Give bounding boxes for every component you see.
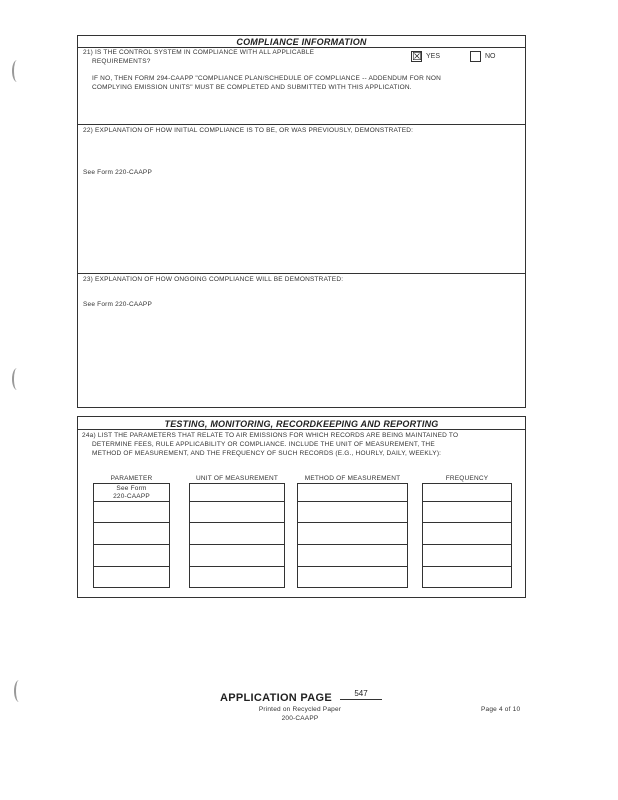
q21-line1: 21) IS THE CONTROL SYSTEM IN COMPLIANCE WITH ALL APPLICABLE — [83, 49, 315, 56]
yes-checkbox[interactable]: ☒ — [412, 50, 422, 63]
frequency-row-divider — [423, 501, 511, 502]
q21-divider — [78, 124, 525, 125]
binding-mark-middle — [12, 368, 22, 390]
parameter-row1-line1: See Form — [116, 485, 147, 492]
unit-row-divider — [190, 544, 284, 545]
no-label: NO — [485, 53, 496, 60]
q22-label: 22) EXPLANATION OF HOW INITIAL COMPLIANCE IS TO BE, OR WAS PREVIOUSLY, DEMONSTRATED: — [83, 127, 414, 134]
parameter-row1-line2: 220-CAAPP — [113, 493, 150, 500]
no-checkbox[interactable] — [470, 51, 481, 62]
note-line1: IF NO, THEN FORM 294-CAAPP "COMPLIANCE PLAN/SCHEDULE OF COMPLIANCE -- ADDENDUM FOR NON — [92, 75, 442, 82]
binding-mark-top — [12, 60, 22, 82]
testing-title-divider — [78, 429, 525, 430]
recycled-paper-note: Printed on Recycled Paper — [258, 706, 342, 713]
q24-question — [82, 431, 458, 458]
q22-answer[interactable]: See Form 220-CAAPP — [83, 169, 152, 176]
compliance-title: COMPLIANCE INFORMATION — [236, 37, 367, 47]
parameter-row-divider — [94, 544, 169, 545]
unit-column[interactable] — [189, 483, 285, 588]
frequency-row-divider — [423, 544, 511, 545]
page-of-label: Page 4 of 10 — [481, 706, 521, 713]
application-page-label: APPLICATION PAGE — [220, 692, 332, 704]
binding-mark-bottom — [14, 680, 24, 702]
parameter-row-divider — [94, 522, 169, 523]
unit-row-divider — [190, 566, 284, 567]
noncompliance-note — [92, 74, 441, 92]
q24-line2: DETERMINE FEES, RULE APPLICABILITY OR COMPLIANCE. INCLUDE THE UNIT OF MEASUREMENT, THE — [92, 441, 435, 448]
q22-divider — [78, 273, 525, 274]
frequency-column[interactable] — [422, 483, 512, 588]
form-id: 200-CAAPP — [281, 715, 319, 722]
parameter-row1-value[interactable] — [94, 485, 169, 501]
col-header-method: METHOD OF MEASUREMENT — [304, 475, 401, 482]
frequency-row-divider — [423, 566, 511, 567]
q24-line1: 24a) LIST THE PARAMETERS THAT RELATE TO AIR EMISSIONS FOR WHICH RECORDS ARE BEING MAINTAINED TO — [82, 432, 459, 439]
frequency-row-divider — [423, 522, 511, 523]
q21-line2: REQUIREMENTS? — [92, 58, 151, 65]
parameter-column — [93, 483, 170, 588]
parameter-row-divider — [94, 566, 169, 567]
method-row-divider — [298, 544, 407, 545]
col-header-parameter: PARAMETER — [110, 475, 153, 482]
method-row-divider — [298, 566, 407, 567]
method-row-divider — [298, 501, 407, 502]
testing-section — [77, 416, 526, 598]
application-page-number: 547 — [340, 689, 382, 700]
unit-row-divider — [190, 522, 284, 523]
method-row-divider — [298, 522, 407, 523]
parameter-row-divider — [94, 501, 169, 502]
compliance-section — [77, 35, 526, 408]
method-column[interactable] — [297, 483, 408, 588]
testing-title: TESTING, MONITORING, RECORDKEEPING AND REPORTING — [164, 419, 439, 429]
note-line2: COMPLYING EMISSION UNITS" MUST BE COMPLETED AND SUBMITTED WITH THIS APPLICATION. — [92, 84, 412, 91]
col-header-unit: UNIT OF MEASUREMENT — [195, 475, 279, 482]
q21-question — [83, 48, 314, 66]
q24-line3: METHOD OF MEASUREMENT, AND THE FREQUENCY OF SUCH RECORDS (E.G., HOURLY, DAILY, WEEKLY): — [92, 450, 442, 457]
col-header-frequency: FREQUENCY — [445, 475, 489, 482]
q23-label: 23) EXPLANATION OF HOW ONGOING COMPLIANCE WILL BE DEMONSTRATED: — [83, 276, 344, 283]
yes-label: YES — [426, 53, 441, 60]
q23-answer[interactable]: See Form 220-CAAPP — [83, 301, 152, 308]
unit-row-divider — [190, 501, 284, 502]
